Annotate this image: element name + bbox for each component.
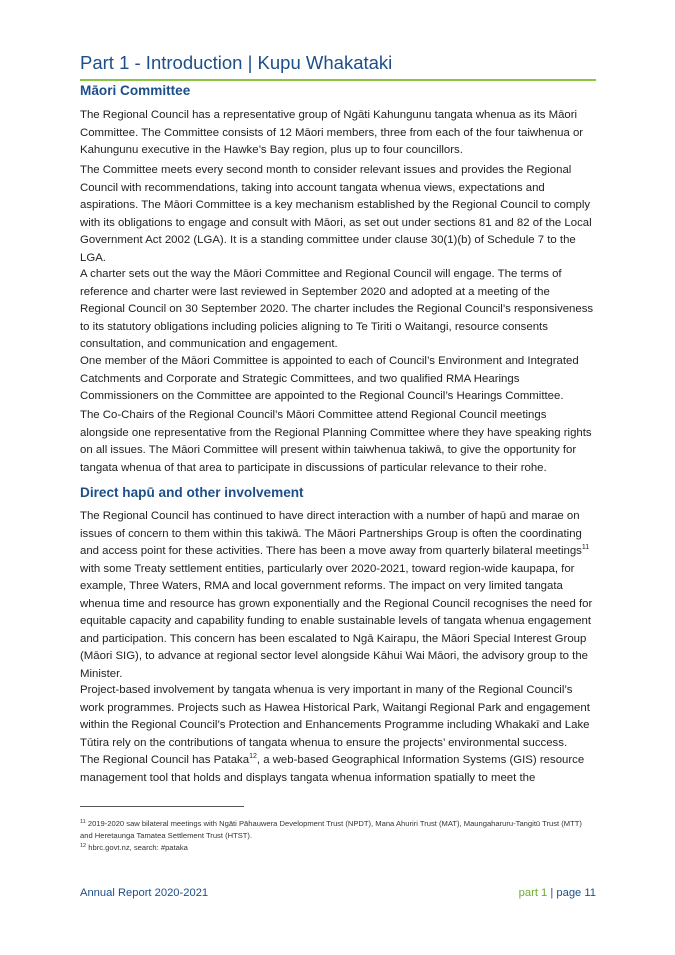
page-title: Part 1 - Introduction | Kupu Whakataki <box>80 50 596 81</box>
paragraph: Project-based involvement by tangata whenua is very important in many of the Regional Council’s work programmes. Projects such as Hawea Historical Park, Waitangi Regional Park and engagement within the Regional Council’s Protection and Enhancements Programme including Whakakī and Lake Tūtira rely on the contributions of tangata whenua to ensure the projects’ environmental success. <box>80 684 590 749</box>
section-heading-maori-committee: Māori Committee <box>80 83 191 98</box>
footnote: $^{11}$ 2019-2020 saw bilateral meetings with Ngāti Pāhauwera Development Trust (NPDT), Mana Ahuriri Trust (MAT), Maungaharuru-Tangitū Trust (MTT) and Heretaunga Tamatea Settlement Trust (HTST). <box>80 819 582 840</box>
paragraph: One member of the Māori Committee is appointed to each of Council’s Environment and Integrated Catchments and Corporate and Strategic Committees, and two qualified RMA Hearings Commissioners on the Committee are appointed to the Regional Council’s Hearings Committee. <box>80 355 579 402</box>
paragraph: The Co-Chairs of the Regional Council’s Māori Committee attend Regional Council meetings alongside one representative from the Regional Planning Committee where they have speaking rights on all issues. The Māori Committee will present within taiwhenua takiwā, to give the opportunity for tangata whenua of that area to participate in discussions of particular relevance to their rohe. <box>80 409 592 474</box>
paragraph: The Regional Council has continued to have direct interaction with a number of hapū and marae on issues of concern to them within this takiwā. The Māori Partnerships Group is often the coordinating and access point for these activities. There has been a move away from quarterly bilateral meetings$^{11}$ with some Treaty settlement entities, particularly over 2020-2021, toward region-wide kaupapa, for example, Three Waters, RMA and local government reforms. The impact on very limited tangata whenua time and resource has grown exponentially and the Regional Council recognises the need for equitable capacity and capability funding to enable sustainable levels of tangata whenua engagement and participation. This concern has been escalated to Ngā Kairapu, the Māori Special Interest Group (Māori SIG), to advance at regional sector level alongside Kāhui Wai Māori, the advisory group to the Minister. <box>80 510 593 680</box>
footnote: $^{12}$ hbrc.govt.nz, search: #pataka <box>80 843 188 852</box>
paragraph: The Regional Council has a representative group of Ngāti Kahungunu tangata whenua as its Māori Committee. The Committee consists of 12 Māori members, three from each of the four taiwhenua or Kahungunu executive in the Hawke’s Bay region, plus up to four councillors. <box>80 109 584 156</box>
footer-page-number: part 1 | page 11 <box>518 887 596 899</box>
paragraph: The Regional Council has Pataka$^{12}$, a web-based Geographical Information Systems (GIS) resource management tool that holds and displays tangata whenua information spatially to meet the <box>80 753 585 784</box>
paragraph: A charter sets out the way the Māori Committee and Regional Council will engage. The terms of reference and charter were last reviewed in September 2020 and adopted at a meeting of the Regional Council on 30 September 2020. The charter includes the Regional Council’s responsiveness to its statutory obligations including policies aligning to Te Tiriti o Waitangi, resource consents consultation, and communication and engagement. <box>80 268 594 350</box>
footnote-ref[interactable]: 12 <box>249 753 257 760</box>
footer-report-title: Annual Report 2020-2021 <box>80 887 209 899</box>
footnote-divider <box>80 806 244 807</box>
paragraph: The Committee meets every second month to consider relevant issues and provides the Regional Council with recommendations, taking into account tangata whenua views, expectations and aspirations. The Māori Committee is a key mechanism established by the Regional Council to comply with its obligations to engage and consult with Māori, as set out under sections 81 and 82 of the Local Government Act 2002 (LGA). It is a standing committee under clause 30(1)(b) of Schedule 7 to the LGA. <box>80 164 592 264</box>
section-heading-direct-hapu: Direct hapū and other involvement <box>80 485 304 500</box>
footnote-ref[interactable]: 11 <box>581 544 590 551</box>
